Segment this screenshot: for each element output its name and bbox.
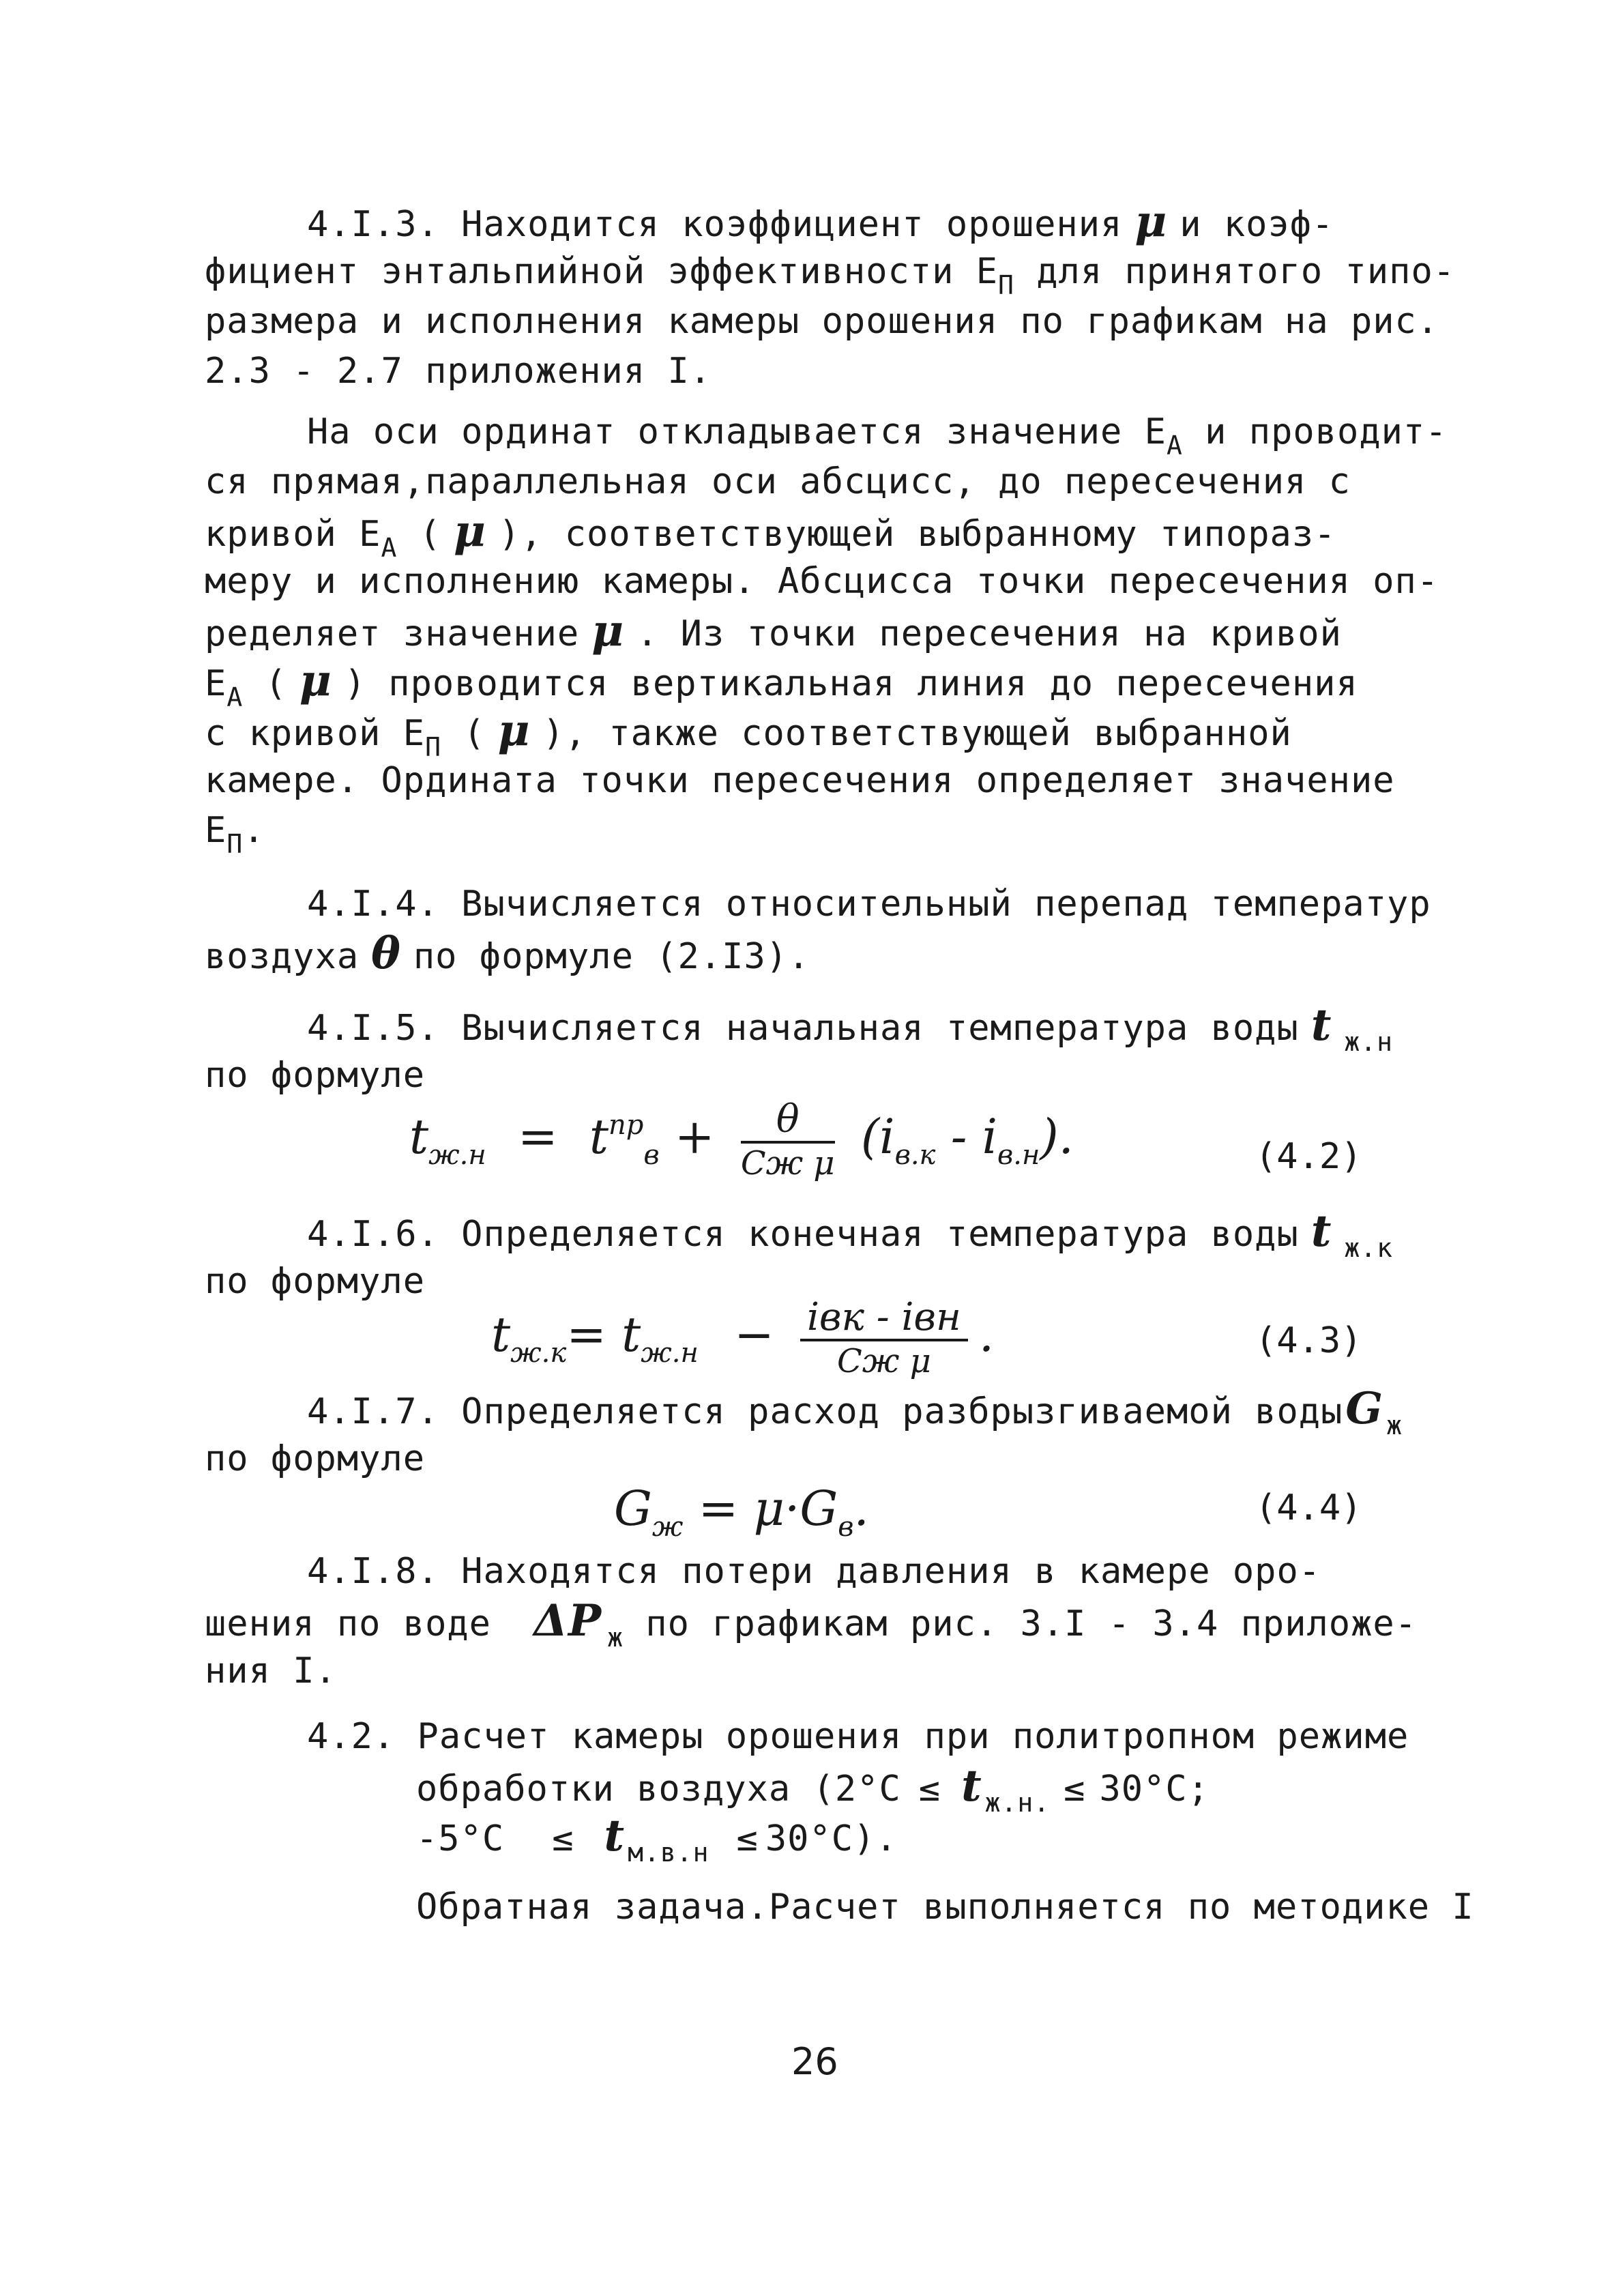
subscript: А [1166,431,1183,461]
text: ( [419,514,441,555]
text: 30°С; [1099,1769,1210,1810]
para-416-line2: по формуле [205,1261,426,1302]
equation-number-4-3: (4.3) [1255,1320,1362,1361]
subscript: ж [1386,1410,1403,1440]
subscript: А [226,682,244,712]
subscript: ж.к [1344,1233,1394,1263]
fraction [741,1099,835,1183]
para-415-line2: по формуле [205,1055,426,1096]
fraction [800,1296,968,1381]
para-413-line4: 2.3 - 2.7 приложения I. [205,351,712,392]
le-symbol: ≤ [1064,1769,1086,1810]
section-42-line3 [416,1812,1612,1876]
para-413-line1 [307,198,1535,248]
le-symbol: ≤ [736,1818,759,1859]
text: ределяет значение [205,613,580,654]
mu-symbol: μ [497,705,531,756]
f-part: ). [1040,1109,1074,1165]
mu-symbol: μ [591,605,625,656]
equation-number-4-2: (4.2) [1255,1136,1362,1177]
denominator: Cж μ [740,1144,835,1182]
f-part: (i [860,1109,895,1165]
le-symbol: ≤ [552,1818,574,1859]
subscript: ж [607,1623,624,1653]
para-2-line8: камере. Ордината точки пересечения определяет значение [205,760,1395,801]
f-t: t [589,1109,609,1165]
para-2-line9 [205,806,1433,868]
f-plus: + [674,1109,715,1165]
f-sub: ж.н [641,1337,699,1369]
f-sub: ж.н [428,1139,486,1171]
text: ), также соответствующей выбранной [542,713,1292,754]
text: кривой Е [205,514,381,555]
le-symbol: ≤ [918,1769,941,1810]
page-number: 26 [791,2040,838,2083]
f-sub: ж [651,1511,684,1543]
text: по формуле (2.I3). [413,936,810,977]
text: и коэф- [1179,204,1334,245]
t-symbol: t [1310,1000,1332,1051]
subscript: м.в.н [628,1837,709,1868]
text: 4.I.7. Определяется расход разбрызгиваемой воды [307,1391,1343,1432]
numerator: θ [741,1099,835,1144]
text: 4.I.3. Находится коэффициент орошения [307,204,1123,245]
text: -5°С [416,1818,505,1859]
f-minus: − [734,1307,774,1363]
text: . [243,810,265,851]
formula-4-2 [409,1099,1074,1183]
text: ( [265,663,287,704]
f-lhs: t [409,1109,429,1165]
t-symbol: t [1310,1206,1332,1257]
subscript: П [226,829,244,859]
f-sup: пр [609,1109,644,1141]
para-417-line2: по формуле [205,1438,426,1479]
para-2-line2: ся прямая,параллельная оси абсцисс, до пересечения с [205,461,1351,502]
text: Е [205,663,227,704]
f-sub: в.к [894,1139,936,1171]
text: с кривой Е [205,713,426,754]
f-eq: = t [566,1307,641,1363]
f-sub: в [838,1511,854,1543]
t-symbol: t [961,1760,982,1812]
para-2-line4: меру и исполнению камеры. Абсцисса точки пересечения оп- [205,561,1439,602]
para-413-line3: размера и исполнения камеры орошения по графикам на рис. [205,301,1439,342]
f-sub: ж.к [510,1337,567,1369]
f-eq: = [698,1481,739,1537]
f-sub: в [643,1139,660,1171]
f-lhs: G [614,1481,652,1537]
f-dot: . [978,1307,995,1363]
text: фициент энтальпийной эффективности Е [205,251,999,292]
text: по графикам рис. 3.I - 3.4 приложе- [645,1603,1418,1644]
formula-4-4 [614,1481,869,1543]
subscript: П [425,732,441,762]
para-2-line5 [205,607,1433,658]
equation-number-4-4: (4.4) [1255,1487,1362,1528]
denominator: Cж μ [837,1342,931,1380]
text: Е [205,810,227,851]
f-rhs: μ·G [753,1481,838,1537]
text: ), соответствующей выбранному типораз- [498,514,1336,555]
numerator: iвк - iвн [800,1296,968,1341]
para-418-line3: ния I. [205,1651,337,1691]
para-414-line2 [205,930,1433,980]
f-dot: . [853,1481,869,1537]
text: воздуха [205,936,360,977]
text: 4.I.6. Определяется конечная температура воды [307,1214,1299,1255]
text: и проводит- [1205,411,1448,452]
text: обработки воздуха (2°С [416,1769,901,1810]
f-sub: в.н [997,1139,1040,1171]
text: На оси ординат откладывается значение Е [307,411,1167,452]
theta-symbol: θ [371,928,401,979]
formula-4-3 [491,1296,994,1381]
f-part: - i [950,1109,998,1165]
section-42-line4: Обратная задача.Расчет выполняется по методике I [416,1887,1474,1928]
subscript: ж.н. [984,1788,1051,1818]
para-418-line1: 4.I.8. Находятся потери давления в камере оро- [307,1551,1321,1592]
mu-symbol: μ [1134,196,1168,247]
text: . Из точки пересечения на кривой [636,613,1342,654]
t-symbol: t [604,1810,626,1861]
f-lhs: t [491,1307,511,1363]
text: для принятого типо- [1036,251,1456,292]
text: шения по воде [205,1603,491,1644]
subscript: П [998,270,1014,300]
subscript: ж.н [1344,1027,1394,1057]
mu-symbol: μ [453,506,486,557]
para-414-line1: 4.I.4. Вычисляется относительный перепад температур [307,884,1431,925]
text: 4.I.5. Вычисляется начальная температура воды [307,1008,1299,1049]
section-42-line1: 4.2. Расчет камеры орошения при политропном режиме [307,1716,1409,1757]
mu-symbol: μ [299,655,332,706]
text: ( [463,713,486,754]
text: ) проводится вертикальная линия до пересечения [344,663,1358,704]
subscript: А [381,533,398,563]
f-eq: = [517,1109,558,1165]
g-symbol: G [1345,1383,1384,1434]
delta-p-symbol: ΔР [533,1595,602,1646]
text: 30°С). [765,1818,898,1859]
